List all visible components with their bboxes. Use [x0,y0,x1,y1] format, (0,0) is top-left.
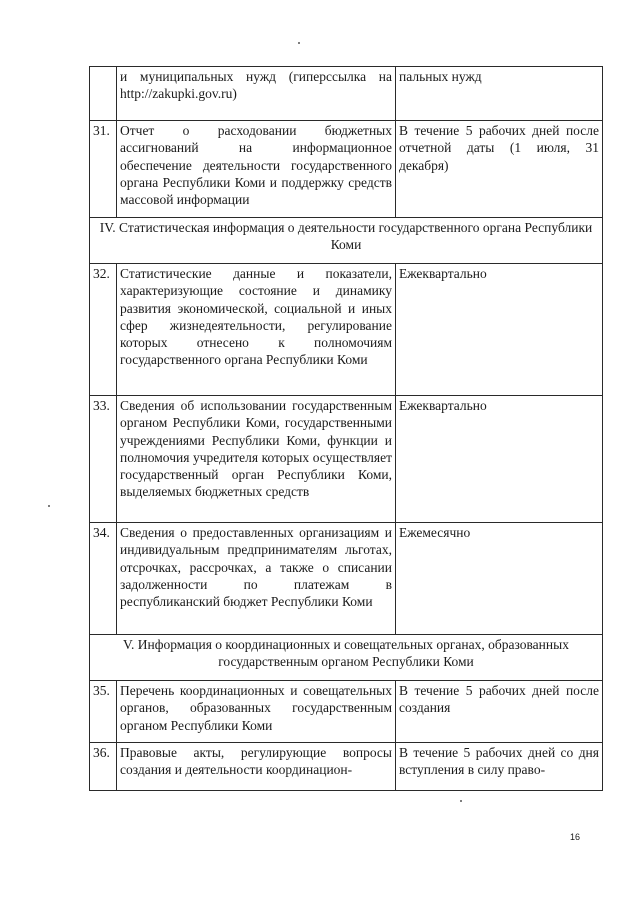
row-term: Ежеквартально [396,396,603,523]
table-row [90,681,603,743]
scan-speck [298,42,300,44]
scan-speck [460,800,462,802]
row-description: Правовые акты, регулирующие вопросы создания и деятельности координацион- [117,743,396,791]
row-number: 36. [90,743,117,791]
row-description: Перечень координационных и совещательных органов, образованных государственным органом Республики Коми [117,681,396,743]
scan-speck [48,505,50,507]
section-heading: IV. Статистическая информация о деятельности государственного органа Республики Коми [90,218,603,264]
table-row [90,264,603,396]
disclosure-table [89,66,603,791]
row-number: 35. [90,681,117,743]
row-description: Отчет о расходовании бюджетных ассигнований на информационное обеспечение деятельности государственного органа Республики Коми и поддержку средств массовой информации [117,121,396,218]
section-heading: V. Информация о координационных и совещательных органах, образованных государственным органом Республики Коми [90,635,603,681]
table-row [90,743,603,791]
row-term: пальных нужд [396,67,603,121]
row-description: и муниципальных нужд (гиперссылка на http://zakupki.gov.ru) [117,67,396,121]
row-number [90,67,117,121]
row-term: В течение 5 рабочих дней после создания [396,681,603,743]
table-row [90,396,603,523]
row-number: 34. [90,523,117,635]
row-term: Ежемесячно [396,523,603,635]
row-term: В течение 5 рабочих дней после отчетной даты (1 июля, 31 декабря) [396,121,603,218]
table-row [90,523,603,635]
row-number: 31. [90,121,117,218]
row-description: Сведения об использовании государственным органом Республики Коми, государственными учреждениями Республики Коми, функции и полномочия учредителя которых осуществляет государственный орган Республики Коми, выделяемых бюджетных средств [117,396,396,523]
row-term: Ежеквартально [396,264,603,396]
row-number: 33. [90,396,117,523]
table-row [90,67,603,121]
section-row [90,635,603,681]
table-row [90,121,603,218]
row-description: Статистические данные и показатели, характеризующие состояние и динамику развития экономической, социальной и иных сфер жизнедеятельности, регулирование которых отнесено к полномочиям государственного органа Республики Коми [117,264,396,396]
page-number: 16 [570,832,581,842]
row-term: В течение 5 рабочих дней со дня вступления в силу право- [396,743,603,791]
section-row [90,218,603,264]
row-description: Сведения о предоставленных организациям и индивидуальным предпринимателям льготах, отсрочках, рассрочках, а также о списании задолженности по платежам в республиканский бюджет Республики Коми [117,523,396,635]
row-number: 32. [90,264,117,396]
